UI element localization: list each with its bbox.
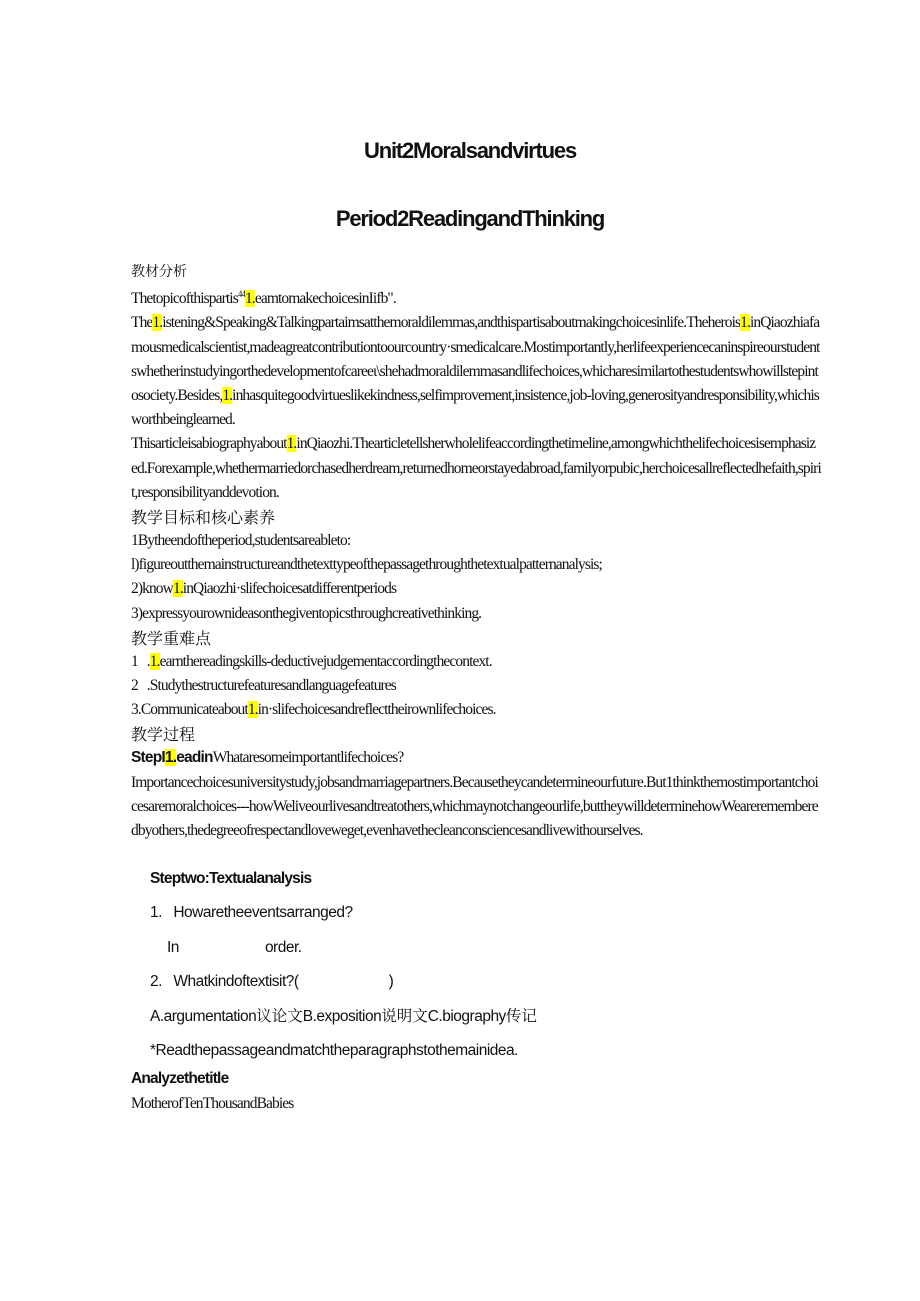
analysis-paragraph: The1.istening&Speaking&Talkingpartaimsatthemoraldilemmas,andthispartisaboutmakingchoicesinlife.Theherois1.inQiaozhiafamousmedicalscientist,madeagreatcontributiontoourcountry·smedicalcare.Mostimportantly,herlifeexperiencecaninspireourstudentswhetherinstudyingorthedevelopmentofcareeι\shehadmoraldilemmasandlifechoices,whicharesimilartothestudentswhowillstepintosociety.Besides,1.inhasquitegoodvirtueslikekindness,selfimprovement,insistence,job-loving,generosityandresponsibility,whichisworthbeinglearned.: [131, 314, 820, 429]
key-point-item: 3.Communicateabout1.in·slifechoicesandreflecttheirownlifechoices.: [131, 701, 496, 719]
step1-line: StepI1.eadinWhataresomeimportantlifechoices?: [131, 749, 404, 767]
page-title: Unit2Moralsandvirtues: [364, 138, 576, 163]
highlight-mark: 1.: [247, 701, 258, 719]
highlight-mark: 1.: [286, 435, 297, 453]
key-point-item: 2 .Studythestructurefeaturesandlanguagefeatures: [131, 677, 396, 694]
analyze-title-heading: Analyzethetitle: [131, 1070, 229, 1088]
question-2: 2. Whatkindoftextisit?( ): [150, 972, 394, 990]
analyze-title-text: MotherofTenThousandBabies: [131, 1094, 294, 1112]
question-1: 1. Howaretheeventsarranged?: [150, 904, 353, 922]
objectives-heading: 教学目标和核心素养: [131, 507, 276, 527]
highlight-mark: 1.: [740, 314, 750, 332]
highlight-mark: 1.: [164, 749, 177, 767]
objective-item: l)figureoutthemainstructureandthetexttypeofthepassagethroughthetextualpatternanalysis;: [131, 556, 602, 574]
highlight-mark: 1.: [222, 386, 233, 404]
document-body: [131, 262, 821, 1116]
step1-body: Importancechoicesuniversitystudy,jobsandmarriagepartners.Becausetheycandetermineourfuture.But1thinkthemostimportantchoicesaremoralchoices---howWeliveourlivesandtreatothers,whichmaynotchangeourlife,buttheywilldeterminehowWearerememberedbyothers,thedegreeofrespectandloveweget,evenhavethecleanconsciencesandlivewithourselves.: [131, 773, 818, 840]
step2-heading: Steptwo:Textualanalysis: [150, 870, 312, 888]
process-heading: 教学过程: [131, 725, 196, 745]
objective-item: 2)know1.inQiaozhi·slifechoicesatdifferentperiods: [131, 580, 397, 598]
highlight-mark: 1.: [245, 290, 255, 308]
highlight-mark: 1.: [172, 580, 183, 598]
highlight-mark: 1.: [152, 314, 163, 332]
topic-line: Thetopicofthispartis$^{44}$1.eamtomakechoicesinIifb".: [131, 289, 396, 308]
page-subtitle: Period2ReadingandThinking: [335, 206, 605, 231]
article-paragraph: Thisarticleisabiographyabout1.inQiaozhi.Thearticletellsherwholelifeaccordingthetimeline,amongwhichthelifechoicesisemphasized.Forexample,whethermarriedorchasedherdream,returnedhomeorstayedabroad,familyorpubic,herchoicesallreflectedhefaith,spirit,responsibilityanddevotion.: [131, 435, 821, 501]
objectives-intro: 1Bytheendoftheperiod,studentsareableto:: [131, 531, 351, 549]
key-points-heading: 教学重难点: [131, 628, 212, 648]
textual-analysis-block: [131, 867, 821, 1063]
match-instruction: *Readthepassageandmatchtheparagraphstothemainidea.: [150, 1042, 518, 1060]
answer-1: In order.: [167, 938, 302, 956]
objective-item: 3)expressyourownideasonthegiventopicsthroughcreativethinking.: [131, 604, 482, 622]
key-point-item: 1 .1.earnthereadingskills-deductivejudgementaccordingthecontext.: [131, 652, 492, 670]
answer-options: A.argumentation议论文B.exposition说明文C.biography传记: [150, 1007, 537, 1026]
highlight-mark: 1.: [149, 652, 160, 670]
textbook-analysis-heading: 教材分析: [131, 264, 187, 280]
